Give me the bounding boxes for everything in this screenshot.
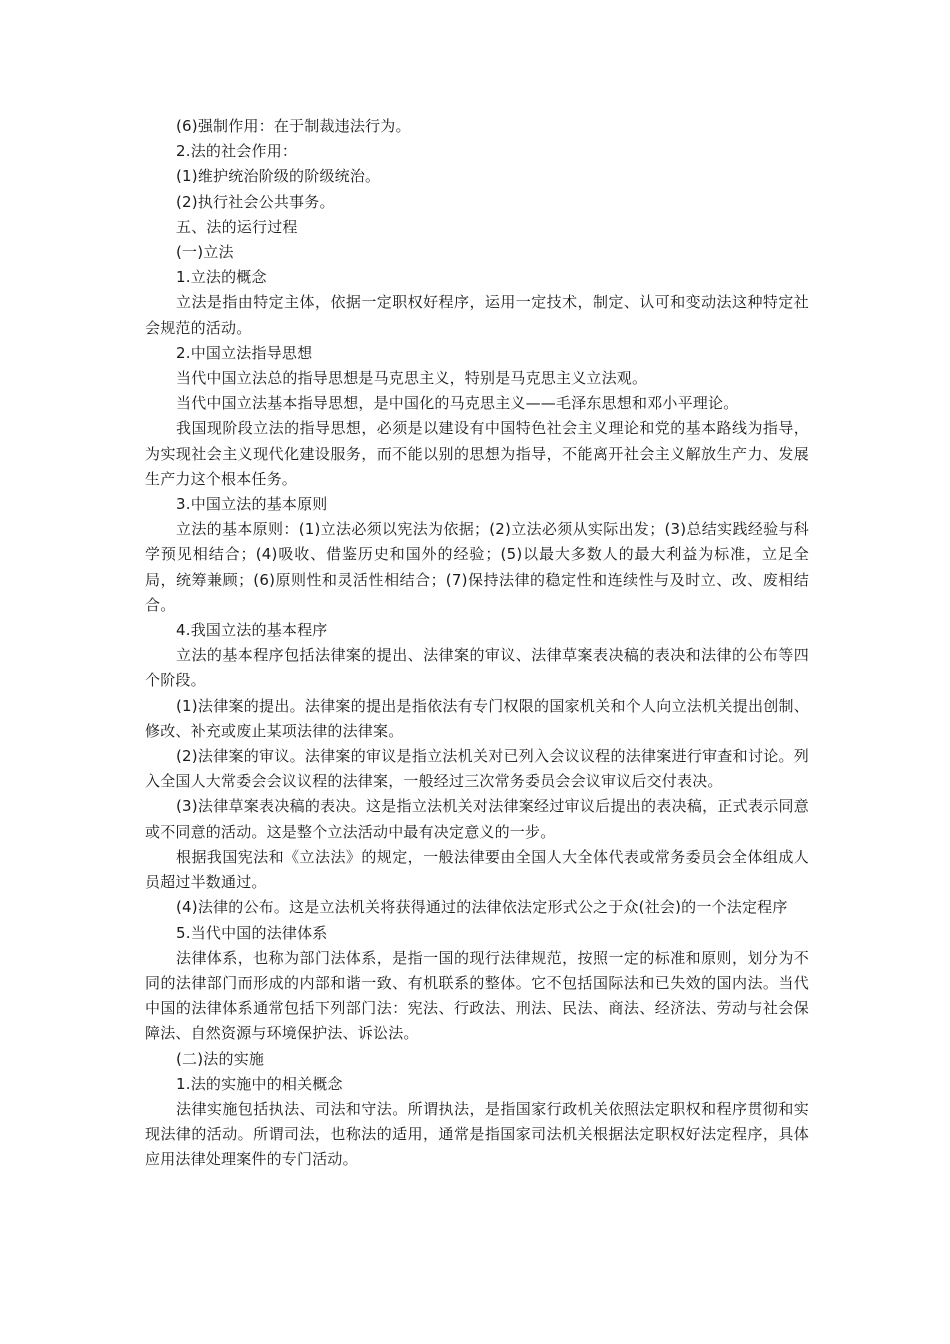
section-heading-operation: 五、法的运行过程 — [176, 217, 298, 236]
paragraph-bill-vote: (3)法律草案表决稿的表决。这是指立法机关对法律案经过审议后提出的表决稿，正式表示同意或不同意的活动。这是整个立法活动中最有决定意义的一步。 — [145, 797, 809, 841]
paragraph-coercive-function: (6)强制作用：在于制裁违法行为。 — [176, 117, 411, 135]
paragraph-bill-proposal: (1)法律案的提出。法律案的提出是指依法有专门权限的国家机关和个人向立法机关提出创制、修改、补充或废止某项法律的法律案。 — [145, 696, 809, 740]
heading-legal-system: 5.当代中国的法律体系 — [176, 923, 328, 942]
heading-implementation-concepts: 1.法的实施中的相关概念 — [176, 1074, 343, 1093]
paragraph-implementation-concepts: 法律实施包括执法、司法和守法。所谓执法，是指国家行政机关依照法定职权和程序贯彻和实现法律的活动。所谓司法，也称法的适用，通常是指国家司法机关根据法定职权好法定程序，具体应用法律处理案件的专门活动。 — [145, 1099, 809, 1169]
heading-social-function: 2.法的社会作用： — [176, 142, 298, 161]
paragraph-overall-ideology: 当代中国立法总的指导思想是马克思主义，特别是马克思主义立法观。 — [176, 369, 648, 388]
paragraph-bill-review: (2)法律案的审议。法律案的审议是指立法机关对已列入会议议程的法律案进行审查和讨论。列入全国人大常委会会议议程的法律案，一般经过三次常务委员会会议审议后交付表决。 — [145, 747, 809, 791]
subsection-heading-legislation: (一)立法 — [176, 243, 234, 262]
paragraph-majority-rule: 根据我国宪法和《立法法》的规定，一般法律要由全国人大全体代表或常务委员会全体组成人员超过半数通过。 — [145, 847, 809, 892]
document-body — [145, 114, 809, 1173]
heading-basic-principles: 3.中国立法的基本原则 — [176, 495, 328, 514]
subsection-heading-implementation: (二)法的实施 — [176, 1049, 265, 1068]
heading-basic-procedure: 4.我国立法的基本程序 — [176, 621, 328, 640]
paragraph-basic-ideology: 当代中国立法基本指导思想，是中国化的马克思主义——毛泽东思想和邓小平理论。 — [176, 394, 739, 413]
paragraph-class-rule: (1)维护统治阶级的阶级统治。 — [176, 167, 381, 186]
paragraph-legislation-definition: 立法是指由特定主体，依据一定职权好程序，运用一定技术，制定、认可和变动法这种特定社会规范的活动。 — [145, 293, 809, 337]
paragraph-law-promulgation: (4)法律的公布。这是立法机关将获得通过的法律依法定形式公之于众(社会)的一个法定程序 — [176, 898, 788, 917]
paragraph-current-ideology: 我国现阶段立法的指导思想，必须是以建设有中国特色社会主义理论和党的基本路线为指导，为实现社会主义现代化建设服务，而不能以别的思想为指导，不能离开社会主义解放生产力、发展生产力这个根本任务。 — [145, 419, 809, 488]
paragraph-legal-system: 法律体系，也称为部门法体系，是指一国的现行法律规范，按照一定的标准和原则，划分为不同的法律部门而形成的内部和谐一致、有机联系的整体。它不包括国际法和已失效的国内法。当代中国的法律体系通常包括下列部门法：宪法、行政法、刑法、民法、商法、经济法、劳动与社会保障法、自然资源与环境保护法、诉讼法。 — [145, 948, 809, 1043]
paragraph-procedure-stages: 立法的基本程序包括法律案的提出、法律案的审议、法律草案表决稿的表决和法律的公布等四个阶段。 — [145, 646, 809, 690]
paragraph-public-affairs: (2)执行社会公共事务。 — [176, 192, 335, 211]
heading-legislation-concept: 1.立法的概念 — [176, 268, 267, 287]
paragraph-basic-principles: 立法的基本原则：(1)立法必须以宪法为依据；(2)立法必须从实际出发；(3)总结实践经验与科学预见相结合；(4)吸收、借鉴历史和国外的经验；(5)以最大多数人的最大利益为标准，立足全局，统筹兼顾；(6)原则性和灵活性相结合；(7)保持法律的稳定性和连续性与及时立、改、废相结合。 — [145, 520, 809, 614]
heading-guiding-ideology: 2.中国立法指导思想 — [176, 343, 313, 362]
